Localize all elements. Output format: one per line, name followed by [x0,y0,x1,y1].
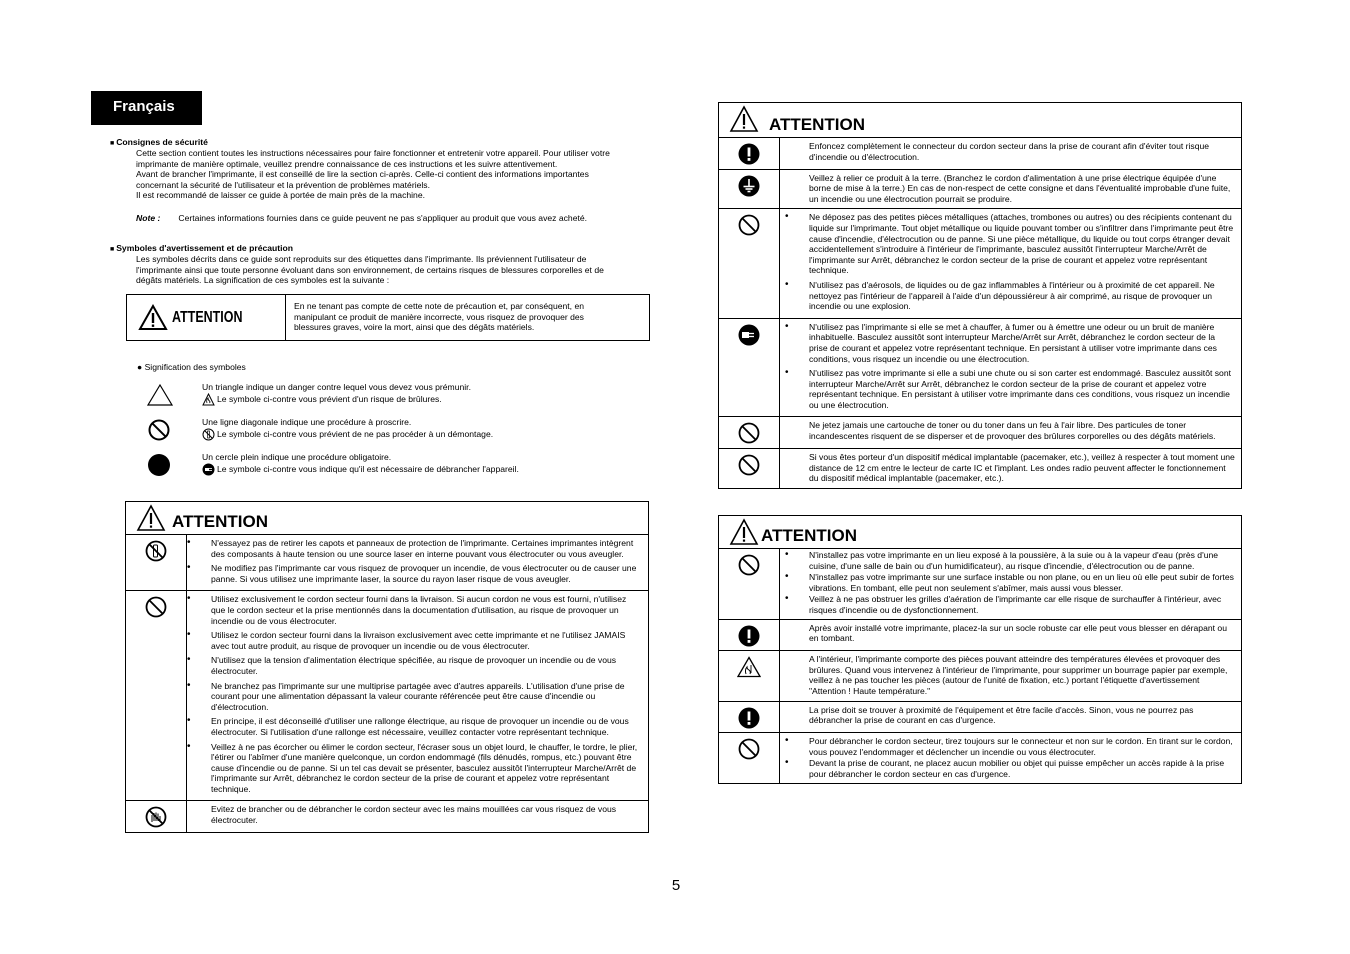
bullet: • N'utilisez pas l'imprimante si elle se met à chauffer, à fumer ou à émettre une odeur ou un bruit de manière inhabituelle. Basculez aussitôt sont interrupteur Marche/Arrêt sur Arrêt, débranchez le cordon secteur de la prise de courant et appelez votre représentant technique. En persistant à utiliser votre imprimante dans ces conditions, vous risquez un incendie ou une électrocution. [785,322,1235,364]
bullet: • N'utilisez pas votre imprimante si elle a subi une chute ou si son carter est endommagé. Basculez aussitôt sont interrupteur Marche/Arrêt sur Arrêt, débranchez le cordon secteur de la prise de courant et appelez votre représentant technique. En persistant à utiliser votre imprimante dans ces conditions, vous risquez un incendie ou une électrocution. [785,368,1235,410]
mandatory-line1: Un cercle plein indique une procédure obligatoire. [202,452,392,462]
bullet: • En principe, il est déconseillé d'utiliser une rallonge électrique, au risque de provoquer un incendie ou de vous électrocuter. Si l'utilisation d'une rallonge est nécessaire, veuillez contacter votre représentant technique. [187,716,642,737]
unplug-icon [738,324,760,346]
row-text: Evitez de brancher ou de débrancher le cordon secteur avec les mains mouillées car vous risquez de vous électrocuter. [211,804,617,826]
bullet: • N'utilisez que la tension d'alimentation électrique spécifiée, au risque de provoquer un incendie ou de vous électrocuter. [187,655,642,676]
language-tab: Français [91,91,202,125]
no-disassembly-icon [202,428,215,441]
prohibition-icon [145,596,167,618]
mandatory-icon [738,625,760,647]
bullet: • N'essayez pas de retirer les capots et panneaux de protection de l'imprimante. Certaines imprimantes intègrent des composants à haute tension ou une source laser en interne pouvant vous électrocuter ou vous aveugler. [187,538,642,559]
hot-surface-icon [737,656,761,678]
row-text: Si vous êtes porteur d'un dispositif médical implantable (pacemaker, etc.), veillez à respecter à tout moment une distance de 12 cm entre le lecteur de carte IC et l'implant. Les ondes radio peuvent affecter le fonctionnement du dispositif médical implantable (pacemaker, etc.). [809,452,1235,484]
prohibition-line2: Le symbole ci-contre vous prévient de ne pas procéder à un démontage. [217,428,494,439]
prohibition-icon [738,454,760,476]
prohibition-line1: Une ligne diagonale indique une procédure à proscrire. [202,417,412,427]
warning-triangle-icon [729,518,759,546]
bullet: • Pour débrancher le cordon secteur, tirez toujours sur le connecteur et non sur le cordon. En tirant sur le cordon, vous pouvez l'endommager et déclencher un incendie ou vous électrocuter. [785,736,1235,757]
burn-warning-icon [202,393,215,406]
attention-box-right-bottom [718,515,1242,784]
filled-circle-icon [145,452,175,478]
warning-triangle-icon [138,304,168,331]
ground-icon [738,175,760,197]
symbols-intro: Les symboles décrits dans ce guide sont reproduits sur des étiquettes dans l'imprimante. Ils préviennent l'utilisateur de l'imprimante ainsi que toute personne évoluant dans son environnement, de certains risques de blessures corporelles et de dégâts matériels. La signification de ces symboles est la suivante : [136,254,604,286]
row-text: A l'intérieur, l'imprimante comporte des pièces pouvant atteindre des températures élevées et provoquer des brûlures. Quand vous intervenez à l'intérieur de l'imprimante, pour supprimer un bourrage papier par exemple, veillez à ne pas toucher les pièces (autour de l'unité de fixation, etc.) portant l'étiquette d'avertissement "Attention ! Haute température." [809,654,1228,696]
warning-triangle-icon [729,105,759,133]
prohibition-icon [738,738,760,760]
warning-label-cell [127,295,286,341]
triangle-line1: Un triangle indique un danger contre lequel vous devez vous prémunir. [202,382,471,392]
bullet: • Utilisez le cordon secteur fourni dans la livraison exclusivement avec cette imprimante et ne l'utilisez JAMAIS avec tout autre produit, au risque de provoquer un incendie ou de vous électrocuter. [187,630,642,651]
bullet: • N'installez pas votre imprimante sur une surface instable ou non plane, ou en un lieu où elle peut subir de fortes vibrations. En tombant, elle peut non seulement s'abîmer, mais aussi vous blesser. [785,572,1235,593]
row-text: Après avoir installé votre imprimante, placez-la sur un socle robuste car elle peut vous blesser en dérapant ou en tombant. [809,622,1227,644]
bullet: • Ne déposez pas des petites pièces métalliques (attaches, trombones ou autres) ou des récipients contenant du liquide sur l'imprimante. Tout objet métallique ou liquide pouvant tomber ou s'infiltrer dans l'imprimante peut être cause d'incendie, d'électrocution ou de panne. Si une pièce métallique, du liquide ou tout corps étranger devait accidentellement s'introduire à l'intérieur de l'imprimante, basculez aussitôt l'interrupteur Marche/Arrêt de l'imprimante sur Arrêt, débranchez le cordon secteur de la prise de courant et appelez votre représentant technique. [785,212,1235,276]
row-text: Ne jetez jamais une cartouche de toner ou du toner dans un feu à l'air libre. Des particules de toner incandescentes risquent de se disperser et de provoquer des brûlures corporelles ou des dégâts matériels. [809,420,1216,442]
attention-header [126,502,649,535]
warning-triangle-icon [136,504,166,532]
triangle-icon [145,382,175,408]
bullet: • Ne modifiez pas l'imprimante car vous risquez de provoquer un incendie, de vous électrocuter ou de causer une panne. Si vous utilisez une imprimante laser, la source du rayon laser risque de vous aveugler. [187,563,642,584]
prohibition-icon [145,417,175,443]
prohibition-icon [738,554,760,576]
meaning-heading: ● Signification des symboles [137,362,246,372]
no-disassembly-icon [145,540,167,562]
page-number: 5 [671,877,681,894]
warning-label: ATTENTION [172,308,243,326]
bullet: • Utilisez exclusivement le cordon secteur fourni dans la livraison. Si aucun cordon ne vous est fourni, n'utilisez que le cordon secteur et la prise mentionnés dans la documentation d'utilisation, au risque de provoquer un incendie ou de vous électrocuter. [187,594,642,626]
symbol-row-triangle [145,382,471,408]
bullet: • Veillez à ne pas obstruer les grilles d'aération de l'imprimante car elle risque de surchauffer à l'intérieur, avec risques d'incendie ou de dysfonctionnement. [785,594,1235,615]
row-text: La prise doit se trouver à proximité de l'équipement et être facile d'accès. Sinon, vous ne pourrez pas débrancher la prise de courant en cas d'urgence. [809,704,1194,726]
attention-title: ATTENTION [172,512,269,531]
bullet: • Veillez à ne pas écorcher ou élimer le cordon secteur, l'écraser sous un objet lourd, le chauffer, le tordre, le plier, l'étirer ou l'abîmer d'une manière quelconque, un cordon endommagé (fils dénudés, rompus, etc.) pouvant être cause d'incendie ou de panne. Si un tel cas devait se présenter, basculez aussitôt l'interrupteur Marche/Arrêt de l'imprimante sur Arrêt, débranchez le cordon secteur de la prise de courant et appelez votre représentant technique. [187,742,642,795]
row-text: Enfoncez complètement le connecteur du cordon secteur dans la prise de courant afin d'éviter tout risque d'incendie ou d'électrocution. [809,141,1210,162]
attention-box-left [125,501,649,833]
bullet: • N'installez pas votre imprimante en un lieu exposé à la poussière, à la suie ou à la vapeur d'eau (près d'une cuisine, d'une salle de bain ou d'un humidificateur), au risque d'incendie, d'électrocution ou de panne. [785,550,1235,571]
safety-intro: Cette section contient toutes les instructions nécessaires pour faire fonctionner et entretenir votre appareil. Pour utiliser votre imprimante de manière optimale, veuillez prendre connaissance de ces instructions et les suivre attentivement. Avant de brancher l'imprimante, il est conseillé de lire la section ci-après. Celle-ci contient des informations importantes concernant la sécurité de l'utilisateur et la prévention de problèmes matériels. Il est recommandé de laisser ce guide à portée de main près de la machine. [136,148,610,201]
safety-heading: ■ Consignes de sécurité [110,137,208,150]
bullet: • Ne branchez pas l'imprimante sur une multiprise partagée avec d'autres appareils. L'utilisation d'une prise de courant pour une alimentation dépassant la valeur courante référencée peut être cause d'incendie ou d'électrocution. [187,681,642,713]
attention-title: ATTENTION [761,526,858,545]
warning-text: En ne tenant pas compte de cette note de précaution et, par conséquent, en manipulant ce produit de manière incorrecte, vous risquez de provoquer des blessures graves, voire la mort, ainsi que des dégâts matériels. [286,295,650,341]
triangle-line2: Le symbole ci-contre vous prévient d'un risque de brûlures. [217,393,442,404]
mandatory-icon [738,707,760,729]
bullet: • N'utilisez pas d'aérosols, de liquides ou de gaz inflammables à l'intérieur ou à proximité de cet appareil. Ne nettoyez pas l'intérieur de l'appareil à l'aide d'un dépoussiéreur à air comprimé, au risque de provoquer un incendie ou une explosion. [785,280,1235,312]
prohibition-icon [738,214,760,236]
note-label: Note : [136,213,161,223]
attention-title: ATTENTION [769,115,866,134]
warning-definition-table [126,294,650,341]
safety-note [136,213,587,224]
mandatory-line2: Le symbole ci-contre vous indique qu'il est nécessaire de débrancher l'appareil. [217,463,519,474]
prohibition-icon [738,422,760,444]
symbols-heading: ■ Symboles d'avertissement et de précaution [110,243,293,256]
note-text: Certaines informations fournies dans ce guide peuvent ne pas s'appliquer au produit que vous avez acheté. [178,213,588,223]
symbol-row-mandatory [145,452,519,478]
attention-box-right-top [718,102,1242,489]
row-icon-cell [126,535,187,591]
unplug-icon [202,463,215,476]
symbol-row-prohibition [145,417,493,443]
no-wet-hands-icon [145,806,167,828]
row-text: Veillez à relier ce produit à la terre. (Branchez le cordon d'alimentation à une prise électrique équipée d'une borne de mise à la terre.) En cas de non-respect de cette consigne et dans l'éventualité improbable d'une fuite, un incendie ou une électrocution pourrait se produire. [809,172,1231,204]
bullet: • Devant la prise de courant, ne placez aucun mobilier ou objet qui puisse empêcher un accès rapide à la prise pour débrancher le cordon secteur en cas d'urgence. [785,758,1235,779]
mandatory-icon [738,143,760,165]
